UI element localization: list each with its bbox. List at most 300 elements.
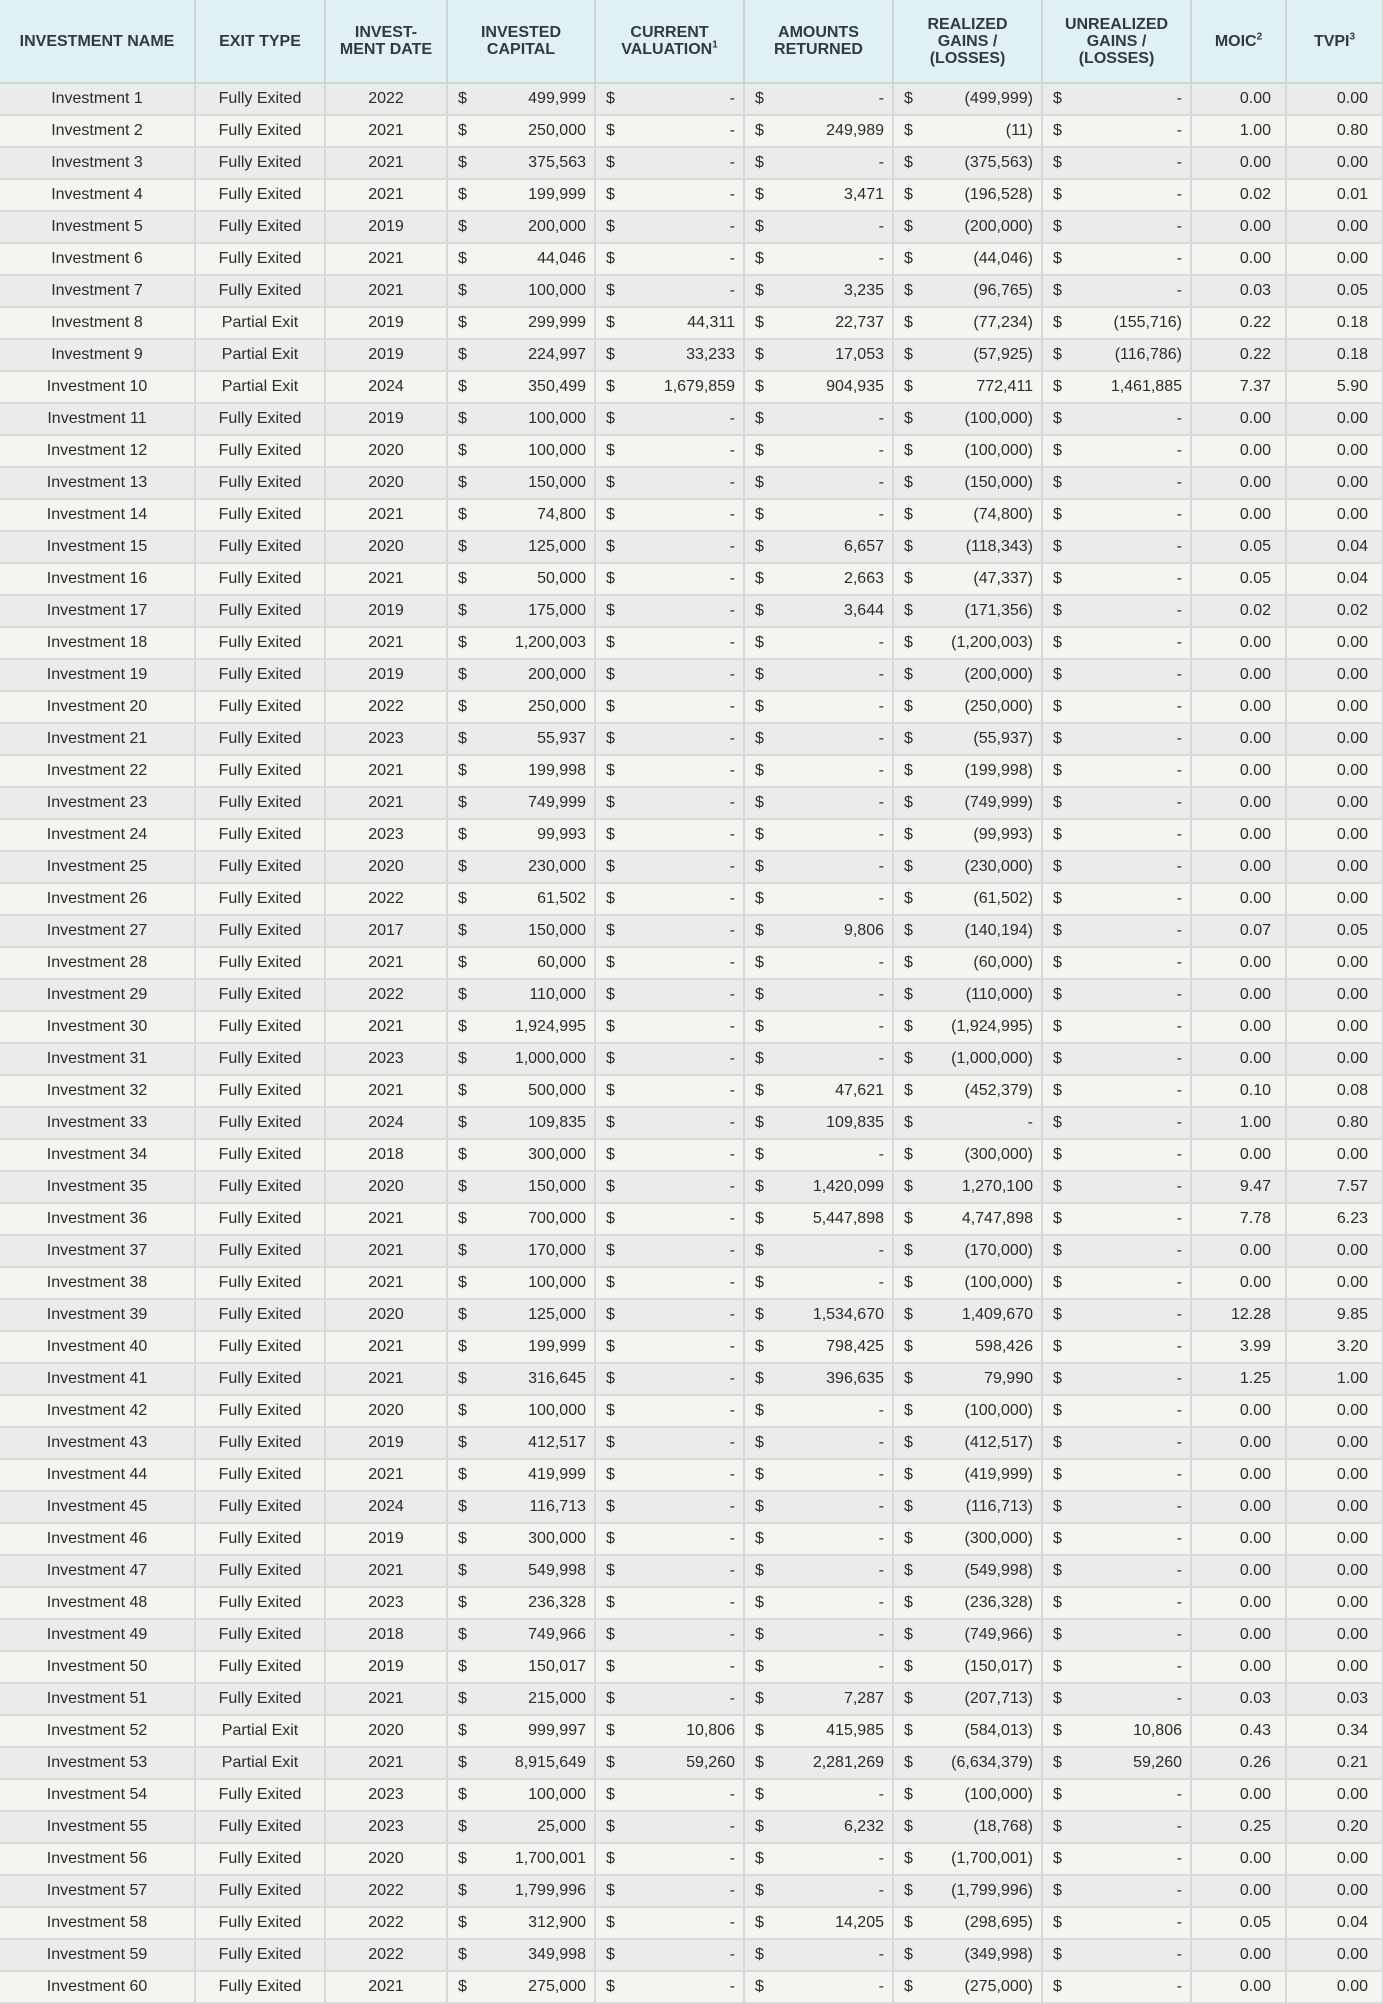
currency-symbol: $ xyxy=(606,1370,615,1387)
exit-type-cell: Fully Exited xyxy=(195,1139,325,1171)
currency-symbol: $ xyxy=(1053,1338,1062,1355)
currency-symbol: $ xyxy=(606,1786,615,1803)
investment-date-cell: 2020 xyxy=(325,435,447,467)
currency-symbol: $ xyxy=(458,1466,467,1483)
col-header-tvpi: TVPI$^3$ xyxy=(1286,0,1383,83)
invested-capital-value: 1,200,003 xyxy=(514,634,586,651)
currency-symbol: $ xyxy=(458,1946,467,1963)
invested-capital-cell xyxy=(447,723,595,755)
investment-name-cell: Investment 12 xyxy=(0,435,195,467)
currency-symbol: $ xyxy=(904,282,913,299)
unrealized-gains-cell xyxy=(1042,1587,1191,1619)
realized-gains-cell xyxy=(893,851,1042,883)
currency-symbol: $ xyxy=(904,634,913,651)
currency-symbol: $ xyxy=(755,1338,764,1355)
amounts-returned-value: - xyxy=(878,1850,884,1867)
realized-gains-value: (549,998) xyxy=(964,1562,1033,1579)
amounts-returned-cell xyxy=(744,179,893,211)
current-valuation-value: - xyxy=(729,698,735,715)
amounts-returned-value: 2,281,269 xyxy=(812,1754,884,1771)
investment-name-cell: Investment 37 xyxy=(0,1235,195,1267)
currency-symbol: $ xyxy=(1053,698,1062,715)
amounts-returned-cell xyxy=(744,1203,893,1235)
amounts-returned-value: 1,534,670 xyxy=(812,1306,884,1323)
currency-symbol: $ xyxy=(458,1562,467,1579)
exit-type-cell: Fully Exited xyxy=(195,1299,325,1331)
investment-date-cell: 2021 xyxy=(325,787,447,819)
current-valuation-cell xyxy=(595,1587,744,1619)
currency-symbol: $ xyxy=(606,1146,615,1163)
invested-capital-cell xyxy=(447,531,595,563)
realized-gains-value: (55,937) xyxy=(973,730,1033,747)
realized-gains-value: (116,713) xyxy=(965,1498,1033,1515)
currency-symbol: $ xyxy=(755,90,764,107)
invested-capital-cell xyxy=(447,1523,595,1555)
investment-name-cell: Investment 49 xyxy=(0,1619,195,1651)
currency-symbol: $ xyxy=(606,570,615,587)
currency-symbol: $ xyxy=(904,154,913,171)
amounts-returned-value: - xyxy=(878,1434,884,1451)
currency-symbol: $ xyxy=(458,890,467,907)
currency-symbol: $ xyxy=(458,442,467,459)
tvpi-cell: 0.00 xyxy=(1286,435,1383,467)
unrealized-gains-cell xyxy=(1042,851,1191,883)
invested-capital-cell xyxy=(447,1011,595,1043)
realized-gains-value: (200,000) xyxy=(964,218,1033,235)
currency-symbol: $ xyxy=(904,570,913,587)
exit-type-cell: Fully Exited xyxy=(195,883,325,915)
currency-symbol: $ xyxy=(755,410,764,427)
realized-gains-value: 4,747,898 xyxy=(961,1210,1033,1227)
currency-symbol: $ xyxy=(904,1082,913,1099)
investment-name-cell: Investment 22 xyxy=(0,755,195,787)
tvpi-cell: 3.20 xyxy=(1286,1331,1383,1363)
investment-date-cell: 2020 xyxy=(325,851,447,883)
investment-name-cell: Investment 13 xyxy=(0,467,195,499)
invested-capital-value: 300,000 xyxy=(528,1530,586,1547)
unrealized-gains-cell xyxy=(1042,275,1191,307)
current-valuation-value: - xyxy=(729,1434,735,1451)
currency-symbol: $ xyxy=(755,1786,764,1803)
amounts-returned-value: - xyxy=(878,858,884,875)
moic-cell: 1.00 xyxy=(1191,115,1286,147)
table-row xyxy=(0,435,1383,467)
moic-cell: 0.05 xyxy=(1191,563,1286,595)
amounts-returned-value: 396,635 xyxy=(826,1370,884,1387)
realized-gains-value: (18,768) xyxy=(973,1818,1033,1835)
invested-capital-value: 150,000 xyxy=(528,922,586,939)
invested-capital-cell xyxy=(447,691,595,723)
moic-cell: 0.00 xyxy=(1191,1651,1286,1683)
currency-symbol: $ xyxy=(904,1370,913,1387)
amounts-returned-value: - xyxy=(878,986,884,1003)
currency-symbol: $ xyxy=(755,538,764,555)
table-row xyxy=(0,627,1383,659)
col-header-amounts-returned: AMOUNTS RETURNED xyxy=(744,0,893,83)
moic-cell: 0.00 xyxy=(1191,1043,1286,1075)
unrealized-gains-value: - xyxy=(1176,218,1182,235)
currency-symbol: $ xyxy=(1053,378,1062,395)
current-valuation-cell xyxy=(595,819,744,851)
unrealized-gains-cell xyxy=(1042,1651,1191,1683)
current-valuation-cell xyxy=(595,1203,744,1235)
amounts-returned-cell xyxy=(744,1427,893,1459)
invested-capital-cell xyxy=(447,211,595,243)
unrealized-gains-cell xyxy=(1042,883,1191,915)
current-valuation-cell xyxy=(595,1107,744,1139)
realized-gains-value: (57,925) xyxy=(973,346,1033,363)
exit-type-cell: Fully Exited xyxy=(195,531,325,563)
tvpi-cell: 0.00 xyxy=(1286,787,1383,819)
amounts-returned-cell xyxy=(744,915,893,947)
moic-cell: 0.22 xyxy=(1191,339,1286,371)
investment-name-cell: Investment 17 xyxy=(0,595,195,627)
current-valuation-cell xyxy=(595,435,744,467)
unrealized-gains-cell xyxy=(1042,1459,1191,1491)
realized-gains-cell xyxy=(893,403,1042,435)
tvpi-cell: 7.57 xyxy=(1286,1171,1383,1203)
currency-symbol: $ xyxy=(606,1082,615,1099)
table-row xyxy=(0,499,1383,531)
tvpi-cell: 0.21 xyxy=(1286,1747,1383,1779)
unrealized-gains-cell xyxy=(1042,531,1191,563)
invested-capital-value: 299,999 xyxy=(528,314,586,331)
exit-type-cell: Fully Exited xyxy=(195,1459,325,1491)
currency-symbol: $ xyxy=(755,378,764,395)
tvpi-cell: 0.02 xyxy=(1286,595,1383,627)
realized-gains-cell xyxy=(893,1651,1042,1683)
realized-gains-value: (99,993) xyxy=(973,826,1033,843)
current-valuation-value: - xyxy=(729,954,735,971)
invested-capital-value: 419,999 xyxy=(528,1466,586,1483)
currency-symbol: $ xyxy=(1053,1658,1062,1675)
current-valuation-cell xyxy=(595,243,744,275)
current-valuation-value: - xyxy=(729,506,735,523)
invested-capital-value: 1,000,000 xyxy=(514,1050,586,1067)
amounts-returned-cell xyxy=(744,371,893,403)
currency-symbol: $ xyxy=(458,1722,467,1739)
currency-symbol: $ xyxy=(606,762,615,779)
currency-symbol: $ xyxy=(606,1498,615,1515)
invested-capital-value: 110,000 xyxy=(529,986,586,1003)
investment-date-cell: 2019 xyxy=(325,1651,447,1683)
invested-capital-cell xyxy=(447,1971,595,2003)
investment-name-cell: Investment 60 xyxy=(0,1971,195,2003)
realized-gains-cell xyxy=(893,1235,1042,1267)
current-valuation-cell xyxy=(595,1363,744,1395)
invested-capital-value: 230,000 xyxy=(528,858,586,875)
tvpi-cell: 0.20 xyxy=(1286,1811,1383,1843)
realized-gains-value: (171,356) xyxy=(964,602,1033,619)
investment-name-cell: Investment 9 xyxy=(0,339,195,371)
exit-type-cell: Fully Exited xyxy=(195,563,325,595)
unrealized-gains-value: - xyxy=(1176,410,1182,427)
investment-name-cell: Investment 56 xyxy=(0,1843,195,1875)
realized-gains-cell xyxy=(893,915,1042,947)
investment-name-cell: Investment 21 xyxy=(0,723,195,755)
amounts-returned-value: - xyxy=(878,1530,884,1547)
realized-gains-value: (749,999) xyxy=(964,794,1033,811)
tvpi-cell: 0.04 xyxy=(1286,1907,1383,1939)
current-valuation-value: - xyxy=(729,1466,735,1483)
unrealized-gains-value: - xyxy=(1176,730,1182,747)
invested-capital-value: 125,000 xyxy=(528,1306,586,1323)
investment-date-cell: 2022 xyxy=(325,83,447,115)
table-row xyxy=(0,1267,1383,1299)
currency-symbol: $ xyxy=(458,858,467,875)
tvpi-cell: 0.00 xyxy=(1286,1843,1383,1875)
tvpi-cell: 0.80 xyxy=(1286,115,1383,147)
currency-symbol: $ xyxy=(606,250,615,267)
investment-date-cell: 2021 xyxy=(325,1747,447,1779)
amounts-returned-cell xyxy=(744,1011,893,1043)
currency-symbol: $ xyxy=(1053,1466,1062,1483)
invested-capital-cell xyxy=(447,1203,595,1235)
amounts-returned-cell xyxy=(744,275,893,307)
tvpi-cell: 0.00 xyxy=(1286,499,1383,531)
exit-type-cell: Fully Exited xyxy=(195,1683,325,1715)
unrealized-gains-cell xyxy=(1042,435,1191,467)
current-valuation-cell xyxy=(595,1779,744,1811)
amounts-returned-value: - xyxy=(878,1018,884,1035)
currency-symbol: $ xyxy=(458,122,467,139)
amounts-returned-value: - xyxy=(878,1274,884,1291)
currency-symbol: $ xyxy=(755,1498,764,1515)
currency-symbol: $ xyxy=(1053,1242,1062,1259)
moic-cell: 0.05 xyxy=(1191,531,1286,563)
amounts-returned-cell xyxy=(744,499,893,531)
currency-symbol: $ xyxy=(904,1402,913,1419)
moic-cell: 0.00 xyxy=(1191,1555,1286,1587)
realized-gains-cell xyxy=(893,755,1042,787)
amounts-returned-cell xyxy=(744,979,893,1011)
table-row xyxy=(0,851,1383,883)
unrealized-gains-value: - xyxy=(1176,602,1182,619)
currency-symbol: $ xyxy=(606,1050,615,1067)
amounts-returned-value: - xyxy=(878,1146,884,1163)
investment-name-cell: Investment 32 xyxy=(0,1075,195,1107)
currency-symbol: $ xyxy=(458,1370,467,1387)
unrealized-gains-value: - xyxy=(1176,1850,1182,1867)
current-valuation-value: 1,679,859 xyxy=(663,378,735,395)
amounts-returned-value: 6,232 xyxy=(843,1818,884,1835)
investment-date-cell: 2021 xyxy=(325,1011,447,1043)
table-row xyxy=(0,1523,1383,1555)
invested-capital-cell xyxy=(447,467,595,499)
current-valuation-cell xyxy=(595,723,744,755)
moic-cell: 1.00 xyxy=(1191,1107,1286,1139)
invested-capital-cell xyxy=(447,1459,595,1491)
invested-capital-cell xyxy=(447,1427,595,1459)
col-header-moic: MOIC$^2$ xyxy=(1191,0,1286,83)
currency-symbol: $ xyxy=(458,1050,467,1067)
currency-symbol: $ xyxy=(755,986,764,1003)
invested-capital-cell xyxy=(447,147,595,179)
unrealized-gains-value: - xyxy=(1176,1338,1182,1355)
amounts-returned-cell xyxy=(744,1075,893,1107)
investment-date-cell: 2021 xyxy=(325,1075,447,1107)
currency-symbol: $ xyxy=(606,154,615,171)
currency-symbol: $ xyxy=(458,1210,467,1227)
currency-symbol: $ xyxy=(606,314,615,331)
investment-date-cell: 2023 xyxy=(325,819,447,851)
realized-gains-cell xyxy=(893,563,1042,595)
currency-symbol: $ xyxy=(458,1978,467,1995)
invested-capital-value: 224,997 xyxy=(528,346,586,363)
unrealized-gains-value: - xyxy=(1176,890,1182,907)
invested-capital-cell xyxy=(447,947,595,979)
currency-symbol: $ xyxy=(1053,1626,1062,1643)
currency-symbol: $ xyxy=(904,1626,913,1643)
investment-date-cell: 2021 xyxy=(325,499,447,531)
currency-symbol: $ xyxy=(755,218,764,235)
exit-type-cell: Fully Exited xyxy=(195,979,325,1011)
table-row xyxy=(0,1043,1383,1075)
investment-date-cell: 2021 xyxy=(325,179,447,211)
moic-cell: 0.00 xyxy=(1191,851,1286,883)
tvpi-cell: 0.00 xyxy=(1286,659,1383,691)
currency-symbol: $ xyxy=(606,1818,615,1835)
invested-capital-value: 250,000 xyxy=(528,698,586,715)
invested-capital-value: 236,328 xyxy=(528,1594,586,1611)
tvpi-cell: 0.00 xyxy=(1286,1875,1383,1907)
unrealized-gains-value: - xyxy=(1176,1210,1182,1227)
investment-date-cell: 2021 xyxy=(325,275,447,307)
table-row xyxy=(0,1779,1383,1811)
table-row xyxy=(0,563,1383,595)
invested-capital-value: 200,000 xyxy=(528,218,586,235)
amounts-returned-cell xyxy=(744,1651,893,1683)
currency-symbol: $ xyxy=(1053,1402,1062,1419)
amounts-returned-value: - xyxy=(878,154,884,171)
moic-cell: 0.10 xyxy=(1191,1075,1286,1107)
moic-cell: 0.26 xyxy=(1191,1747,1286,1779)
invested-capital-cell xyxy=(447,83,595,115)
investment-date-cell: 2019 xyxy=(325,211,447,243)
col-header-unrealized-gains: UNREALIZED GAINS / (LOSSES) xyxy=(1042,0,1191,83)
unrealized-gains-cell xyxy=(1042,819,1191,851)
currency-symbol: $ xyxy=(904,506,913,523)
realized-gains-value: 1,409,670 xyxy=(961,1306,1033,1323)
invested-capital-cell xyxy=(447,787,595,819)
unrealized-gains-cell xyxy=(1042,1683,1191,1715)
amounts-returned-cell xyxy=(744,1875,893,1907)
tvpi-cell: 0.00 xyxy=(1286,1523,1383,1555)
realized-gains-value: - xyxy=(1027,1114,1033,1131)
realized-gains-value: (47,337) xyxy=(973,570,1033,587)
currency-symbol: $ xyxy=(904,794,913,811)
investment-name-cell: Investment 28 xyxy=(0,947,195,979)
tvpi-cell: 0.00 xyxy=(1286,1587,1383,1619)
currency-symbol: $ xyxy=(458,1306,467,1323)
currency-symbol: $ xyxy=(606,1242,615,1259)
investment-name-cell: Investment 11 xyxy=(0,403,195,435)
invested-capital-cell xyxy=(447,1363,595,1395)
currency-symbol: $ xyxy=(904,1242,913,1259)
table-row xyxy=(0,1651,1383,1683)
moic-cell: 7.37 xyxy=(1191,371,1286,403)
currency-symbol: $ xyxy=(755,922,764,939)
current-valuation-value: - xyxy=(729,634,735,651)
realized-gains-cell xyxy=(893,1075,1042,1107)
realized-gains-cell xyxy=(893,627,1042,659)
realized-gains-value: (100,000) xyxy=(964,1274,1033,1291)
moic-cell: 0.00 xyxy=(1191,1011,1286,1043)
investment-date-cell: 2021 xyxy=(325,1459,447,1491)
tvpi-cell: 0.00 xyxy=(1286,1235,1383,1267)
moic-cell: 0.00 xyxy=(1191,755,1286,787)
exit-type-cell: Fully Exited xyxy=(195,211,325,243)
currency-symbol: $ xyxy=(755,1626,764,1643)
invested-capital-cell xyxy=(447,275,595,307)
current-valuation-value: - xyxy=(729,1626,735,1643)
amounts-returned-cell xyxy=(744,243,893,275)
currency-symbol: $ xyxy=(904,1946,913,1963)
exit-type-cell: Fully Exited xyxy=(195,659,325,691)
currency-symbol: $ xyxy=(606,1658,615,1675)
investment-date-cell: 2022 xyxy=(325,979,447,1011)
invested-capital-cell xyxy=(447,1107,595,1139)
invested-capital-value: 170,000 xyxy=(528,1242,586,1259)
current-valuation-cell xyxy=(595,83,744,115)
tvpi-cell: 0.04 xyxy=(1286,563,1383,595)
currency-symbol: $ xyxy=(1053,1690,1062,1707)
moic-cell: 0.00 xyxy=(1191,1619,1286,1651)
investment-name-cell: Investment 43 xyxy=(0,1427,195,1459)
investment-date-cell: 2021 xyxy=(325,1363,447,1395)
realized-gains-value: (200,000) xyxy=(964,666,1033,683)
currency-symbol: $ xyxy=(755,794,764,811)
amounts-returned-value: - xyxy=(878,1050,884,1067)
tvpi-cell: 0.00 xyxy=(1286,819,1383,851)
currency-symbol: $ xyxy=(904,186,913,203)
amounts-returned-cell xyxy=(744,1235,893,1267)
moic-cell: 0.43 xyxy=(1191,1715,1286,1747)
investment-date-cell: 2021 xyxy=(325,563,447,595)
exit-type-cell: Fully Exited xyxy=(195,1395,325,1427)
invested-capital-cell xyxy=(447,1331,595,1363)
invested-capital-cell xyxy=(447,1139,595,1171)
currency-symbol: $ xyxy=(1053,218,1062,235)
invested-capital-value: 60,000 xyxy=(537,954,586,971)
investment-name-cell: Investment 35 xyxy=(0,1171,195,1203)
invested-capital-value: 549,998 xyxy=(528,1562,586,1579)
currency-symbol: $ xyxy=(606,1594,615,1611)
currency-symbol: $ xyxy=(755,1434,764,1451)
unrealized-gains-value: - xyxy=(1176,1146,1182,1163)
moic-cell: 0.02 xyxy=(1191,595,1286,627)
unrealized-gains-cell xyxy=(1042,115,1191,147)
investment-date-cell: 2020 xyxy=(325,1171,447,1203)
amounts-returned-value: 109,835 xyxy=(826,1114,884,1131)
unrealized-gains-value: - xyxy=(1176,1082,1182,1099)
invested-capital-value: 316,645 xyxy=(528,1370,586,1387)
amounts-returned-value: - xyxy=(878,506,884,523)
invested-capital-value: 150,000 xyxy=(528,1178,586,1195)
invested-capital-value: 749,999 xyxy=(528,794,586,811)
investment-name-cell: Investment 44 xyxy=(0,1459,195,1491)
exit-type-cell: Fully Exited xyxy=(195,275,325,307)
currency-symbol: $ xyxy=(458,314,467,331)
currency-symbol: $ xyxy=(904,314,913,331)
realized-gains-value: (452,379) xyxy=(964,1082,1033,1099)
currency-symbol: $ xyxy=(458,1498,467,1515)
currency-symbol: $ xyxy=(606,1850,615,1867)
realized-gains-cell xyxy=(893,179,1042,211)
current-valuation-cell xyxy=(595,1843,744,1875)
tvpi-cell: 0.00 xyxy=(1286,1555,1383,1587)
amounts-returned-cell xyxy=(744,1171,893,1203)
